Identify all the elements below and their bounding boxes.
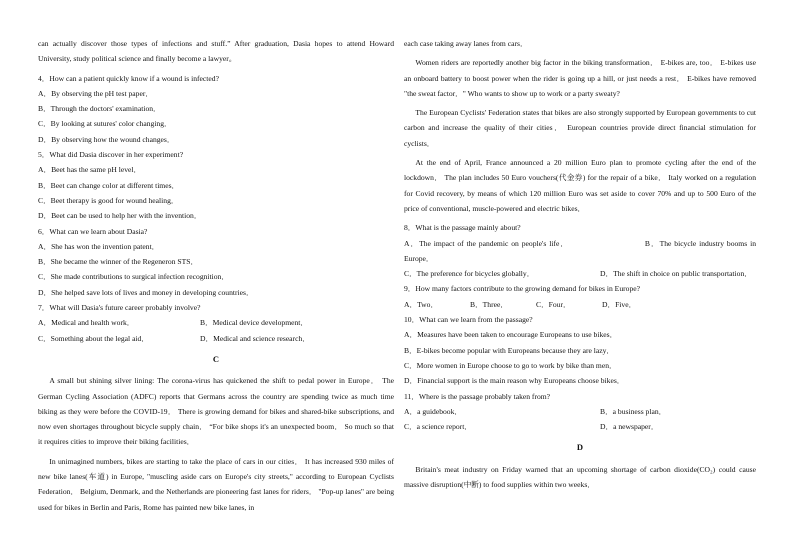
- option-a: A．She has won the invention patent．: [38, 241, 160, 251]
- option-b: B．Three．: [470, 299, 508, 309]
- question-8: [404, 220, 756, 281]
- option-c: C．More women in Europe choose to go to work by bike than men．: [404, 360, 617, 370]
- option-c: C．By looking at sutures' color changing．: [38, 119, 172, 129]
- question-7: [38, 300, 394, 346]
- question-10: [404, 312, 756, 388]
- passage-c-paragraph-2-continued: each case taking away lanes from cars．: [404, 39, 528, 48]
- passage-d-paragraph-1: Britain's meat industry on Friday warned that an upcoming shortage of carbon dioxide(CO₂) could cause massive disruption(中断) to food supplies within two weeks．: [404, 464, 756, 490]
- options-row-ab: [404, 404, 756, 419]
- passage-c-paragraph-3: Women riders are reportedly another big factor in the biking transformation． E-bikes are, too． E-bikes use an onboard battery to boost power when the rider is going up a hill, or just needs a rest． E-bikes have removed "the sweat factor．" Who wants to show up to work or a party sweaty?: [404, 58, 756, 98]
- option-a: A．By observing the pH test paper．: [38, 88, 153, 98]
- option-b: B．E-bikes become popular with Europeans because they are lazy．: [404, 345, 615, 355]
- right-column: [404, 36, 756, 492]
- option-d: D．Five．: [602, 299, 637, 309]
- option-a: A．Medical and health work．: [38, 318, 135, 328]
- left-column: [38, 36, 394, 515]
- option-b: B．The bicycle industry booms in Europe．: [404, 238, 756, 263]
- options-row: [404, 297, 756, 312]
- question-text: 9．How many factors contribute to the growing demand for bikes in Europe?: [404, 284, 640, 294]
- section-heading-d: D: [576, 442, 584, 453]
- option-a: A．Measures have been taken to encourage Europeans to use bikes．: [404, 330, 618, 340]
- passage-c-paragraph-2: In unimagined numbers, bikes are starting to take the place of cars in our cities． It has increased 930 miles of new bike lanes(车道) in Europe, "muscling aside cars on Europe's city streets," according to European Cyclists Federation． Belgium, Denmark, and the Netherlands are pioneering fast lanes for riders． "Pop-up lanes" are being used for bikes in Berlin and Paris, Rome has painted new bike lanes, in: [38, 456, 394, 512]
- question-text: 8．What is the passage mainly about?: [404, 223, 521, 233]
- question-text: 7．What will Dasia's future career probably involve?: [38, 303, 201, 313]
- option-b: B．Beet can change color at different times．: [38, 180, 180, 190]
- reading-b-ending: can actually discover those types of infections and stuff.” After graduation, Dasia hopes to attend Howard University, study political science and finally become a lawyer。: [38, 39, 394, 64]
- option-d: D．The shift in choice on public transportation．: [600, 269, 752, 279]
- option-b: B．a business plan．: [600, 406, 667, 416]
- option-d: D．a newspaper．: [600, 422, 659, 432]
- options-row-ab: [38, 315, 394, 330]
- question-text: 6．What can we learn about Dasia?: [38, 226, 148, 236]
- option-c: C．a science report．: [404, 422, 472, 432]
- question-4: [38, 71, 394, 147]
- option-b: B．Medical device development．: [200, 318, 308, 328]
- option-d: D．Beet can be used to help her with the invention．: [38, 211, 202, 221]
- option-a: A．Beet has the same pH level．: [38, 165, 142, 175]
- option-a: A．The impact of the pandemic on people's life．: [404, 238, 569, 248]
- option-c: C．The preference for bicycles globally．: [404, 269, 535, 279]
- option-b: B．Through the doctors' examination．: [38, 104, 161, 114]
- option-d: D．Medical and science research．: [200, 333, 310, 343]
- question-text: 10．What can we learn from the passage?: [404, 315, 533, 325]
- question-6: [38, 224, 394, 300]
- option-c: C．She made contributions to surgical infection recognition．: [38, 272, 229, 282]
- option-d: D．Financial support is the main reason why Europeans choose bikes．: [404, 376, 625, 386]
- options-row-ab: [404, 236, 756, 267]
- question-text: 4．How can a patient quickly know if a wound is infected?: [38, 73, 219, 83]
- option-d: D．By observing how the wound changes．: [38, 134, 175, 144]
- question-5: [38, 147, 394, 223]
- option-d: D．She helped save lots of lives and money in developing countries．: [38, 287, 254, 297]
- question-text: 11．Where is the passage probably taken from?: [404, 391, 551, 401]
- option-c: C．Something about the legal aid．: [38, 333, 149, 343]
- option-c: C．Four．: [536, 299, 571, 309]
- options-row-cd: [404, 266, 756, 281]
- section-heading-c: C: [212, 353, 220, 364]
- passage-c-paragraph-4: The European Cyclists' Federation states that bikes are also strongly supported by European governments to cut carbon and increase the quality of their cities． European countries provide direct financial stimulation for cyclists．: [404, 108, 756, 148]
- question-9: [404, 281, 756, 312]
- options-row-cd: [404, 419, 756, 434]
- option-a: A．a guidebook．: [404, 406, 462, 416]
- options-row-cd: [38, 331, 394, 346]
- option-a: A．Two．: [404, 299, 439, 309]
- passage-c-paragraph-1: A small but shining silver lining: The corona-virus has quickened the shift to pedal power in Europe． The German Cycling Association (ADFC) reports that Germans across the country are spending twice as much time biking as they were before the COVID-19． There is growing demand for bikes and shared-bike subscriptions, and now even shortages throughout bicycle supply chain． “For bike shops it's an unexpected boom． So much so that it requires cities to improve their biking facilities．: [38, 376, 394, 447]
- option-b: B．She became the winner of the Regeneron STS．: [38, 257, 199, 267]
- passage-c-paragraph-5: At the end of April, France announced a 20 million Euro plan to promote cycling after the end of the lockdown． The plan includes 50 Euro vouchers(代金券) for the repair of a bike． Italy worked on a regulation for Covid recovery, by means of which 120 million Euro was set aside to cover 70% and up to 500 Euro of the price of conventional, muscle-powered and electric bikes．: [404, 158, 756, 213]
- option-c: C．Beet therapy is good for wound healing．: [38, 195, 179, 205]
- question-11: [404, 389, 756, 435]
- question-text: 5．What did Dasia discover in her experiment?: [38, 150, 184, 160]
